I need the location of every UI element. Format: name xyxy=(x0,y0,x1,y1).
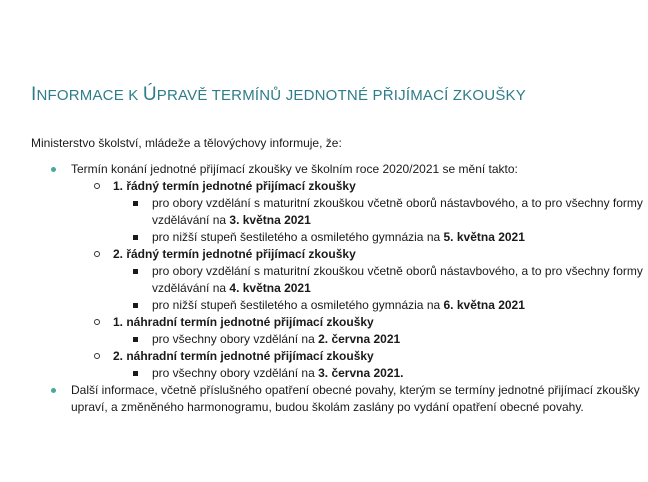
bullet-text: Termín konání jednotné přijímací zkoušky ve školním roce 2020/2021 se mění takto: xyxy=(71,162,518,176)
square-bullet-icon xyxy=(133,269,138,274)
circle-bullet-icon xyxy=(94,251,100,257)
term-item-row xyxy=(0,365,648,382)
circle-bullet-icon xyxy=(94,183,100,189)
list-item xyxy=(0,382,648,399)
term-date: 5. května 2021 xyxy=(443,230,525,244)
info-list xyxy=(0,161,648,416)
circle-bullet-icon xyxy=(94,353,100,359)
term-item-text: pro všechny obory vzdělání na 3. června 2021. xyxy=(152,366,404,380)
title-part-1: NFORMACE K xyxy=(36,87,143,104)
bullet-dot-icon xyxy=(51,388,56,393)
bullet-text-cont: upraví, a změněného harmonogramu, budou školám zaslány po vydání opatření obecné povahy. xyxy=(71,400,584,414)
term-heading: 2. náhradní termín jednotné přijímací zkoušky xyxy=(113,349,374,363)
document-title xyxy=(31,84,526,106)
term-heading-row xyxy=(0,246,648,263)
term-item-text-cont: vzdělávání na 4. května 2021 xyxy=(152,281,311,295)
term-item-row xyxy=(0,263,648,280)
term-item-row xyxy=(0,195,648,212)
title-cap-1: I xyxy=(31,84,37,105)
title-cap-2: Ú xyxy=(142,84,157,105)
term-item-text: pro nižší stupeň šestiletého a osmiletého gymnázia na 5. května 2021 xyxy=(152,230,525,244)
title-part-2: PRAVĚ TERMÍNŮ JEDNOTNÉ PŘIJÍMACÍ ZKOUŠKY xyxy=(156,87,526,104)
term-date: 6. května 2021 xyxy=(443,298,525,312)
term-heading: 2. řádný termín jednotné přijímací zkoušky xyxy=(113,247,356,261)
square-bullet-icon xyxy=(133,337,138,342)
list-item-cont xyxy=(0,399,648,416)
square-bullet-icon xyxy=(133,303,138,308)
square-bullet-icon xyxy=(133,371,138,376)
term-item-row xyxy=(0,229,648,246)
term-heading: 1. řádný termín jednotné přijímací zkoušky xyxy=(113,179,356,193)
term-item-text: pro obory vzdělání s maturitní zkouškou včetně oborů nástavbového, a to pro všechny formy xyxy=(152,196,643,210)
term-item-row-cont xyxy=(0,280,648,297)
term-date: 3. června 2021. xyxy=(318,366,404,380)
term-date: 2. června 2021 xyxy=(318,332,401,346)
term-item-row xyxy=(0,331,648,348)
term-heading-row xyxy=(0,348,648,365)
square-bullet-icon xyxy=(133,201,138,206)
square-bullet-icon xyxy=(133,235,138,240)
term-item-text: pro všechny obory vzdělání na 2. června 2021 xyxy=(152,332,401,346)
term-heading: 1. náhradní termín jednotné přijímací zkoušky xyxy=(113,315,374,329)
intro-text: Ministerstvo školství, mládeže a tělovýchovy informuje, že: xyxy=(31,136,342,150)
term-heading-row xyxy=(0,178,648,195)
circle-bullet-icon xyxy=(94,319,100,325)
term-item-text: pro obory vzdělání s maturitní zkouškou včetně oborů nástavbového, a to pro všechny formy xyxy=(152,264,643,278)
term-item-row xyxy=(0,297,648,314)
term-date: 4. května 2021 xyxy=(229,281,311,295)
term-item-text-cont: vzdělávání na 3. května 2021 xyxy=(152,213,311,227)
term-heading-row xyxy=(0,314,648,331)
term-item-text: pro nižší stupeň šestiletého a osmiletého gymnázia na 6. května 2021 xyxy=(152,298,525,312)
list-item xyxy=(0,161,648,178)
bullet-text: Další informace, včetně příslušného opatření obecné povahy, kterým se termíny jednotné přijímací zkoušky xyxy=(71,383,640,397)
bullet-dot-icon xyxy=(51,167,56,172)
term-item-row-cont xyxy=(0,212,648,229)
term-date: 3. května 2021 xyxy=(229,213,311,227)
